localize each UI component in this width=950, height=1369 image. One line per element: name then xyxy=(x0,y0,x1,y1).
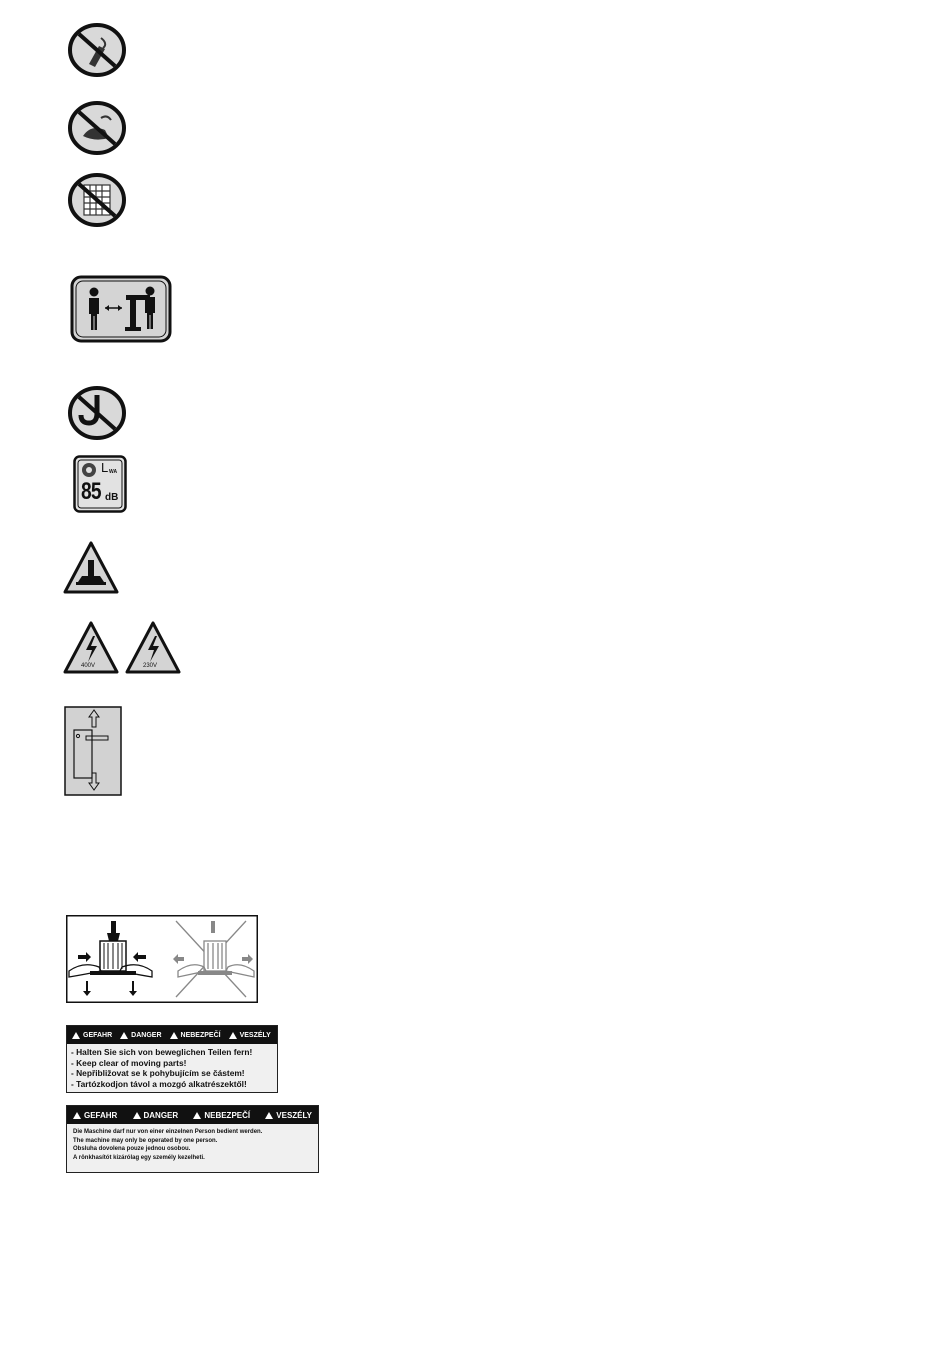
label-line: - Keep clear of moving parts! xyxy=(71,1057,187,1068)
warning-triangle-icon xyxy=(73,1112,81,1119)
voltage-230-label: 230V xyxy=(143,663,158,669)
label-line: A rönkhasítót kizárólag egy személy kezelheti. xyxy=(73,1154,205,1161)
warning-triangle-icon xyxy=(265,1112,273,1119)
label-text xyxy=(67,1124,318,1172)
moving-parts-danger-label xyxy=(66,1025,278,1093)
no-hook-lifting-icon xyxy=(67,385,127,441)
header-item: DANGER xyxy=(120,1032,161,1039)
header-item: GEFAHR xyxy=(73,1111,117,1120)
header-item: DANGER xyxy=(133,1111,179,1120)
warning-triangle-icon xyxy=(229,1032,237,1039)
header-item: NEBEZPEČÍ xyxy=(170,1032,221,1039)
label-header xyxy=(67,1106,318,1124)
crush-hazard-warning-icon xyxy=(62,540,120,596)
noise-unit: dB xyxy=(105,492,119,503)
noise-value: 85 xyxy=(81,478,101,505)
no-guard-removal-icon xyxy=(67,172,127,228)
warning-triangle-icon xyxy=(72,1032,80,1039)
label-line: - Tartózkodjon távol a mozgó alkatrészektől! xyxy=(71,1078,247,1089)
label-line: Obsluha dovolena pouze jednou osobou. xyxy=(73,1146,191,1153)
header-item: VESZÉLY xyxy=(265,1111,312,1120)
one-person-operation-danger-label xyxy=(66,1105,319,1173)
header-item: GEFAHR xyxy=(72,1032,112,1039)
label-text xyxy=(67,1044,277,1092)
voltage-400-label: 400V xyxy=(81,663,96,669)
label-line: Die Maschine darf nur von einer einzelnen Person bedient werden. xyxy=(73,1129,263,1135)
noise-level-sign xyxy=(73,455,127,513)
warning-triangle-icon xyxy=(120,1032,128,1039)
no-hand-contact-icon xyxy=(67,100,127,156)
electric-hazard-230v-icon xyxy=(124,620,182,676)
no-open-flame-icon xyxy=(67,22,127,78)
warning-triangle-icon xyxy=(170,1032,178,1039)
header-item: NEBEZPEČÍ xyxy=(193,1111,250,1120)
label-header xyxy=(67,1026,277,1044)
noise-quantity-sub: WA xyxy=(109,469,118,475)
keep-distance-operator-icon xyxy=(70,275,172,343)
hand-position-pictogram xyxy=(66,915,258,1003)
electric-hazard-400v-icon xyxy=(62,620,120,676)
header-item: VESZÉLY xyxy=(229,1032,271,1039)
lever-direction-icon xyxy=(64,706,122,796)
label-line: The machine may only be operated by one person. xyxy=(73,1137,218,1144)
warning-triangle-icon xyxy=(193,1112,201,1119)
label-line: - Nepřibližovat se k pohybujícím se částem! xyxy=(71,1068,245,1078)
noise-quantity-label: L xyxy=(101,460,109,475)
warning-triangle-icon xyxy=(133,1112,141,1119)
label-line: - Halten Sie sich von beweglichen Teilen fern! xyxy=(71,1047,253,1057)
